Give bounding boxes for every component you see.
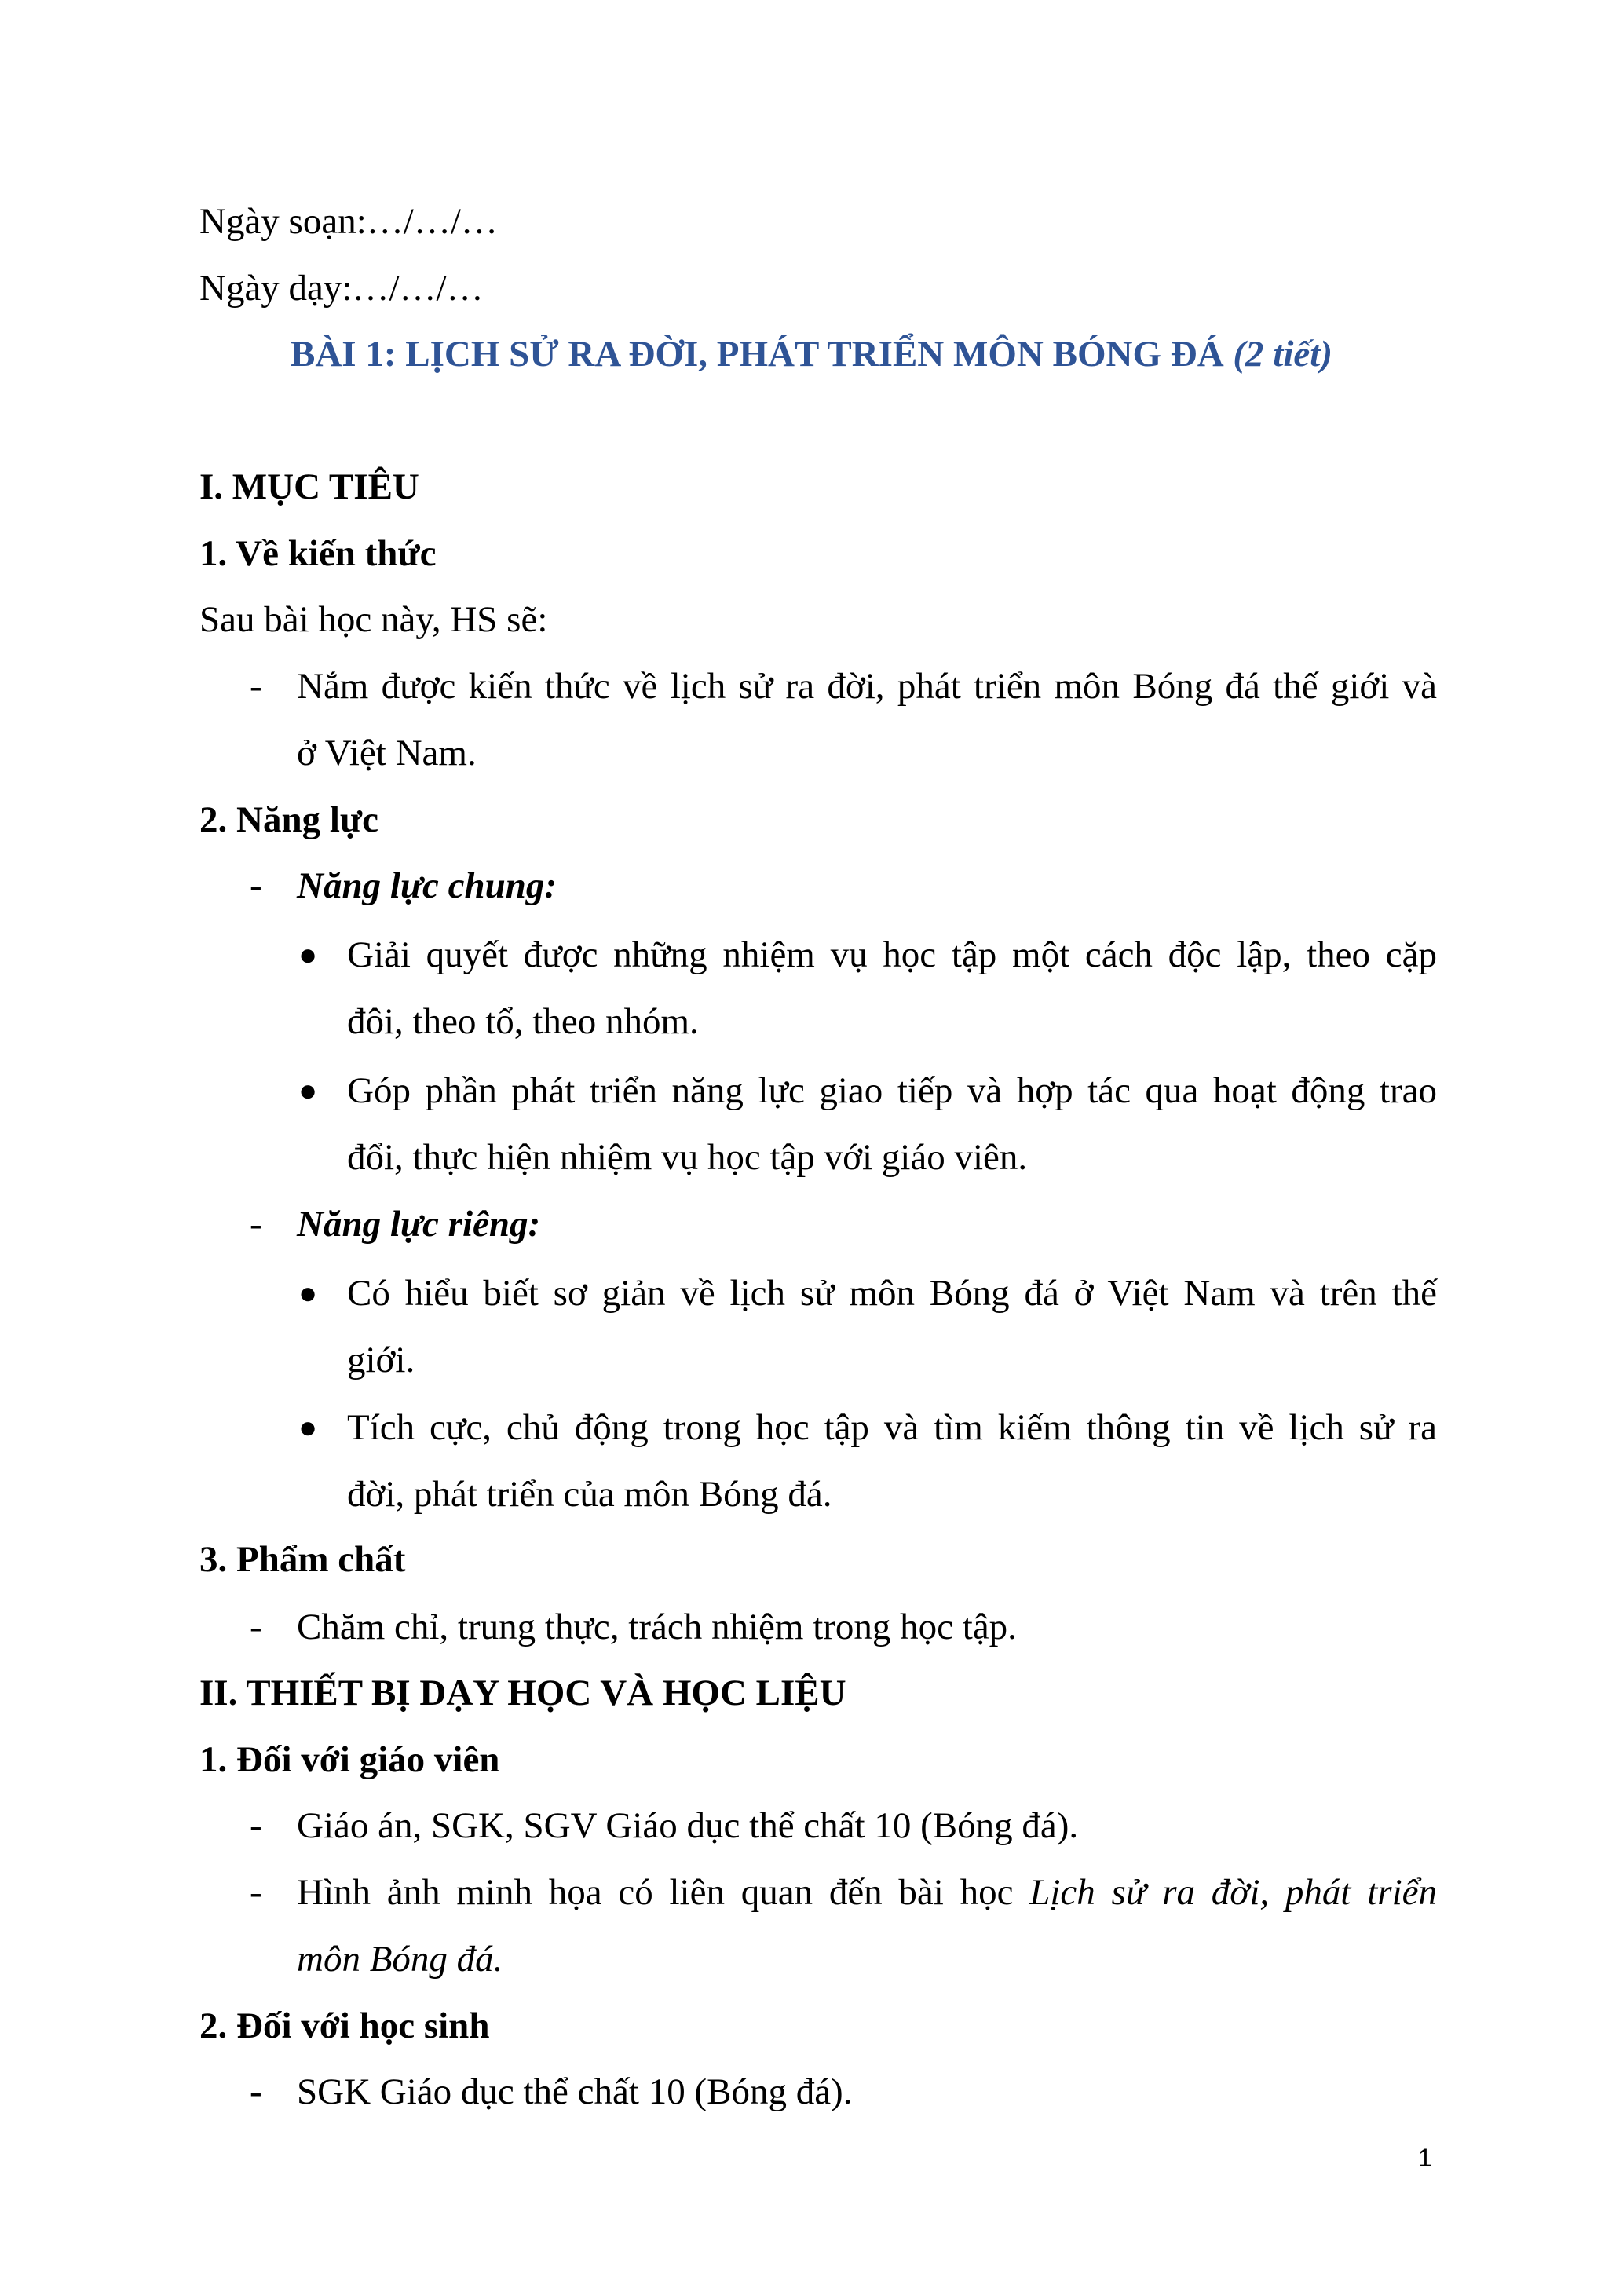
dash-marker: -: [250, 865, 262, 906]
dash-marker: -: [250, 1204, 262, 1245]
general-competence-label: Năng lực chung:: [297, 865, 557, 906]
heading-teacher: 1. Đối với giáo viên: [199, 1739, 500, 1780]
knowledge-intro: Sau bài học này, HS sẽ:: [199, 599, 548, 640]
specific-item1-line2: giới.: [347, 1340, 415, 1380]
dash-marker: -: [250, 1872, 262, 1913]
specific-item2-line1: Tích cực, chủ động trong học tập và tìm kiếm thông tin về lịch sử ra: [347, 1407, 1437, 1448]
heading-student: 2. Đối với học sinh: [199, 2005, 490, 2046]
specific-competence-label: Năng lực riêng:: [297, 1204, 541, 1245]
specific-item1-line1: Có hiểu biết sơ giản về lịch sử môn Bóng đá ở Việt Nam và trên thế: [347, 1273, 1437, 1314]
bullet-marker: ●: [298, 1073, 318, 1108]
heading-competence: 2. Năng lực: [199, 799, 378, 840]
knowledge-item-line2: ở Việt Nam.: [297, 733, 477, 773]
title-main: BÀI 1: LỊCH SỬ RA ĐỜI, PHÁT TRIỂN MÔN BÓNG ĐÁ: [291, 334, 1224, 375]
teacher-item1: Giáo án, SGK, SGV Giáo dục thể chất 10 (Bóng đá).: [297, 1805, 1079, 1846]
specific-item2-line2: đời, phát triển của môn Bóng đá.: [347, 1474, 832, 1515]
heading-equipment: II. THIẾT BỊ DẠY HỌC VÀ HỌC LIỆU: [199, 1673, 846, 1713]
title-sub: (2 tiết): [1233, 334, 1332, 375]
qualities-item: Chăm chỉ, trung thực, trách nhiệm trong học tập.: [297, 1607, 1017, 1647]
knowledge-item-line1: Nắm được kiến thức về lịch sử ra đời, phát triển môn Bóng đá thế giới và: [297, 666, 1437, 707]
teacher-item2-plain: Hình ảnh minh họa có liên quan đến bài học: [297, 1872, 1014, 1913]
bullet-marker: ●: [298, 1275, 318, 1311]
general-item2-line1: Góp phần phát triển năng lực giao tiếp và hợp tác qua hoạt động trao: [347, 1070, 1437, 1111]
dash-marker: -: [250, 1607, 262, 1647]
page-number: 1: [1418, 2144, 1432, 2172]
dash-marker: -: [250, 666, 262, 707]
bullet-marker: ●: [298, 937, 318, 972]
general-item1-line1: Giải quyết được những nhiệm vụ học tập một cách độc lập, theo cặp: [347, 934, 1437, 975]
bullet-marker: ●: [298, 1409, 318, 1445]
dash-marker: -: [250, 2071, 262, 2112]
lesson-title: [0, 329, 1623, 379]
general-item2-line2: đổi, thực hiện nhiệm vụ học tập với giáo viên.: [347, 1137, 1028, 1178]
teacher-item2-line1: [297, 1867, 1437, 1918]
heading-objectives: I. MỤC TIÊU: [199, 466, 419, 507]
heading-knowledge: 1. Về kiến thức: [199, 533, 437, 574]
teach-date: Ngày dạy:…/…/…: [199, 268, 484, 309]
prep-date: Ngày soạn:…/…/…: [199, 201, 498, 242]
teacher-item2-italic: Lịch sử ra đời, phát triển: [1029, 1872, 1437, 1913]
general-item1-line2: đôi, theo tổ, theo nhóm.: [347, 1001, 699, 1042]
dash-marker: -: [250, 1805, 262, 1846]
student-item1: SGK Giáo dục thể chất 10 (Bóng đá).: [297, 2071, 853, 2112]
teacher-item2-line2: môn Bóng đá.: [297, 1939, 503, 1980]
heading-qualities: 3. Phẩm chất: [199, 1539, 406, 1580]
